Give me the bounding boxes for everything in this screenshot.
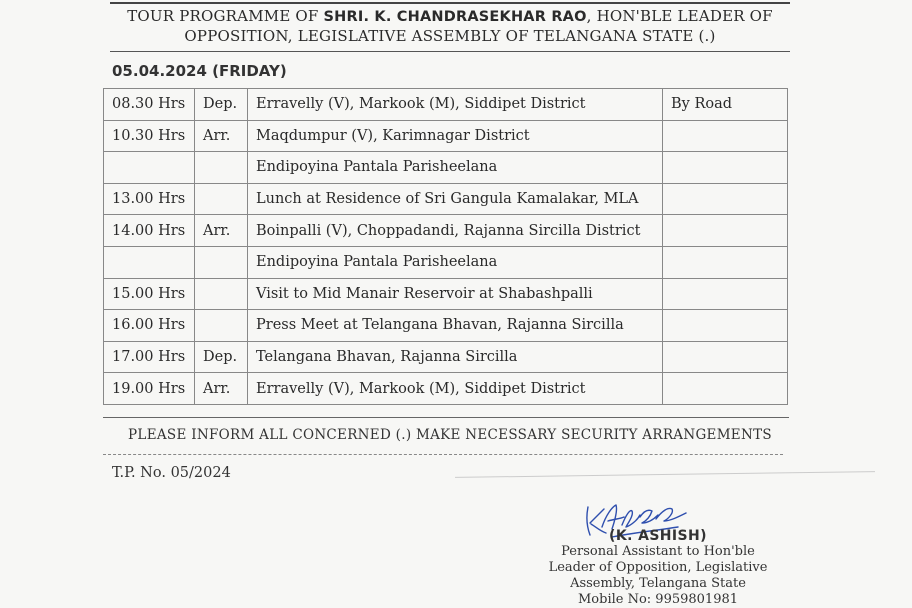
row-mode xyxy=(195,278,248,310)
faint-rule xyxy=(455,471,875,478)
security-notice: PLEASE INFORM ALL CONCERNED (.) MAKE NECESSARY SECURITY ARRANGEMENTS xyxy=(128,427,772,443)
row-remark xyxy=(663,215,788,247)
row-time: 16.00 Hrs xyxy=(104,310,195,342)
signatory-line2: Leader of Opposition, Legislative xyxy=(548,560,768,575)
row-place: Endipoyina Pantala Parisheelana xyxy=(248,246,663,278)
row-place: Lunch at Residence of Sri Gangula Kamalakar, MLA xyxy=(248,183,663,215)
row-mode: Arr. xyxy=(195,215,248,247)
row-time: 17.00 Hrs xyxy=(104,341,195,373)
schedule-row xyxy=(104,278,788,310)
row-remark xyxy=(663,152,788,184)
row-time: 10.30 Hrs xyxy=(104,120,195,152)
row-remark xyxy=(663,183,788,215)
row-remark: By Road xyxy=(663,89,788,121)
row-place: Press Meet at Telangana Bhavan, Rajanna Sircilla xyxy=(248,310,663,342)
signatory-line4: Mobile No: 9959801981 xyxy=(577,592,739,607)
tp-number: T.P. No. 05/2024 xyxy=(112,465,231,481)
row-mode: Dep. xyxy=(195,89,248,121)
heading-name: SHRI. K. CHANDRASEKHAR RAO xyxy=(323,9,587,25)
schedule-row xyxy=(104,120,788,152)
signatory-line1: Personal Assistant to Hon'ble xyxy=(561,544,755,559)
row-mode xyxy=(195,152,248,184)
schedule-row xyxy=(104,246,788,278)
row-place: Telangana Bhavan, Rajanna Sircilla xyxy=(248,341,663,373)
row-mode xyxy=(195,246,248,278)
heading-rule xyxy=(110,51,790,52)
heading-line2: OPPOSITION, LEGISLATIVE ASSEMBLY OF TELANGANA STATE (.) xyxy=(184,27,716,45)
row-remark xyxy=(663,120,788,152)
dashed-rule xyxy=(103,454,783,455)
signatory-name: (K. ASHISH) xyxy=(609,528,707,544)
row-place: Maqdumpur (V), Karimnagar District xyxy=(248,120,663,152)
row-remark xyxy=(663,341,788,373)
schedule-row xyxy=(104,89,788,121)
row-time: 08.30 Hrs xyxy=(104,89,195,121)
row-mode xyxy=(195,183,248,215)
document-heading xyxy=(110,7,790,46)
row-remark xyxy=(663,373,788,405)
schedule-row xyxy=(104,183,788,215)
signatory-line3: Assembly, Telangana State xyxy=(570,576,746,591)
schedule-row xyxy=(104,341,788,373)
row-time xyxy=(104,246,195,278)
row-mode: Arr. xyxy=(195,120,248,152)
row-remark xyxy=(663,246,788,278)
row-time: 14.00 Hrs xyxy=(104,215,195,247)
schedule-row xyxy=(104,373,788,405)
row-time: 13.00 Hrs xyxy=(104,183,195,215)
row-place: Endipoyina Pantala Parisheelana xyxy=(248,152,663,184)
row-remark xyxy=(663,278,788,310)
row-mode: Arr. xyxy=(195,373,248,405)
row-place: Visit to Mid Manair Reservoir at Shabashpalli xyxy=(248,278,663,310)
row-place: Erravelly (V), Markook (M), Siddipet District xyxy=(248,89,663,121)
row-remark xyxy=(663,310,788,342)
row-time xyxy=(104,152,195,184)
programme-date: 05.04.2024 (FRIDAY) xyxy=(112,62,287,80)
heading-suffix: , HON'BLE LEADER OF xyxy=(586,7,773,25)
bottom-rule xyxy=(103,417,789,418)
signatory-block xyxy=(540,528,776,608)
schedule-table xyxy=(103,88,788,405)
heading-prefix: TOUR PROGRAMME OF xyxy=(127,7,324,25)
row-place: Boinpalli (V), Choppadandi, Rajanna Sircilla District xyxy=(248,215,663,247)
row-mode: Dep. xyxy=(195,341,248,373)
top-rule xyxy=(110,2,790,4)
row-mode xyxy=(195,310,248,342)
row-time: 15.00 Hrs xyxy=(104,278,195,310)
row-time: 19.00 Hrs xyxy=(104,373,195,405)
schedule-row xyxy=(104,310,788,342)
row-place: Erravelly (V), Markook (M), Siddipet District xyxy=(248,373,663,405)
schedule-row xyxy=(104,152,788,184)
schedule-row xyxy=(104,215,788,247)
